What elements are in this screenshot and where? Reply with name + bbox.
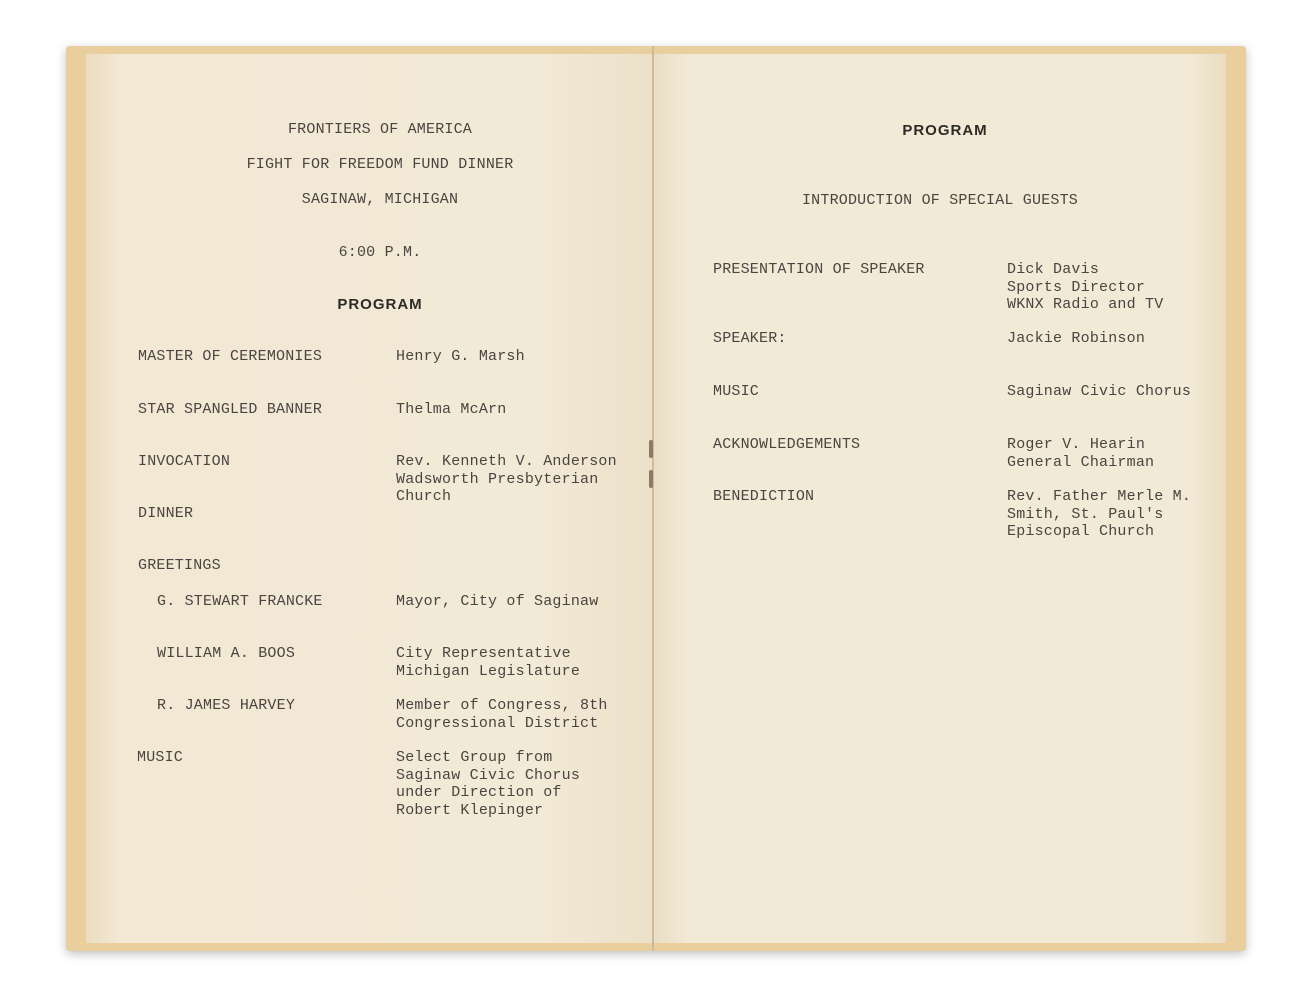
greeting-name: WILLIAM A. BOOS <box>157 645 296 662</box>
program-item-label: GREETINGS <box>138 557 221 574</box>
program-item-detail: Henry G. Marsh <box>396 348 525 365</box>
program-item-label: BENEDICTION <box>713 488 815 505</box>
program-item-label: INVOCATION <box>138 453 231 470</box>
booklet-spine <box>652 46 654 951</box>
program-item-label: MUSIC <box>713 383 760 400</box>
greeting-title: Member of Congress, 8th Congressional District <box>396 697 608 732</box>
program-item-label: STAR SPANGLED BANNER <box>138 401 323 418</box>
program-item-label: ACKNOWLEDGEMENTS <box>713 436 861 453</box>
header-line-3: SAGINAW, MICHIGAN <box>301 191 459 208</box>
program-item-detail: Jackie Robinson <box>1007 330 1146 347</box>
greeting-name: R. JAMES HARVEY <box>157 697 296 714</box>
left-program-title: PROGRAM <box>337 296 423 313</box>
program-item-detail: Thelma McArn <box>396 401 507 418</box>
header-line-1: FRONTIERS OF AMERICA <box>287 121 473 138</box>
program-item-label: SPEAKER: <box>713 330 787 347</box>
program-item-label: DINNER <box>138 505 194 522</box>
header-line-2: FIGHT FOR FREEDOM FUND DINNER <box>246 156 514 173</box>
program-item-detail: Roger V. Hearin General Chairman <box>1007 436 1155 471</box>
program-item-label: MASTER OF CEREMONIES <box>138 348 323 365</box>
event-time: 6:00 P.M. <box>338 244 422 261</box>
staple-top <box>649 440 653 458</box>
program-item-detail: Rev. Father Merle M. Smith, St. Paul's Episcopal Church <box>1007 488 1192 540</box>
program-item-detail: Saginaw Civic Chorus <box>1007 383 1192 400</box>
program-item-detail: Select Group from Saginaw Civic Chorus under Direction of Robert Klepinger <box>396 749 581 819</box>
staple-bottom <box>649 470 653 488</box>
introduction-heading: INTRODUCTION OF SPECIAL GUESTS <box>801 192 1079 209</box>
program-item-label: MUSIC <box>137 749 184 766</box>
greeting-name: G. STEWART FRANCKE <box>157 593 323 610</box>
right-program-title: PROGRAM <box>902 122 988 139</box>
greeting-title: City Representative Michigan Legislature <box>396 645 581 680</box>
program-item-detail: Dick Davis Sports Director WKNX Radio and TV <box>1007 261 1164 313</box>
program-item-label: PRESENTATION OF SPEAKER <box>713 261 925 278</box>
greeting-title: Mayor, City of Saginaw <box>396 593 599 610</box>
program-item-detail: Rev. Kenneth V. Anderson Wadsworth Presbyterian Church <box>396 453 617 505</box>
